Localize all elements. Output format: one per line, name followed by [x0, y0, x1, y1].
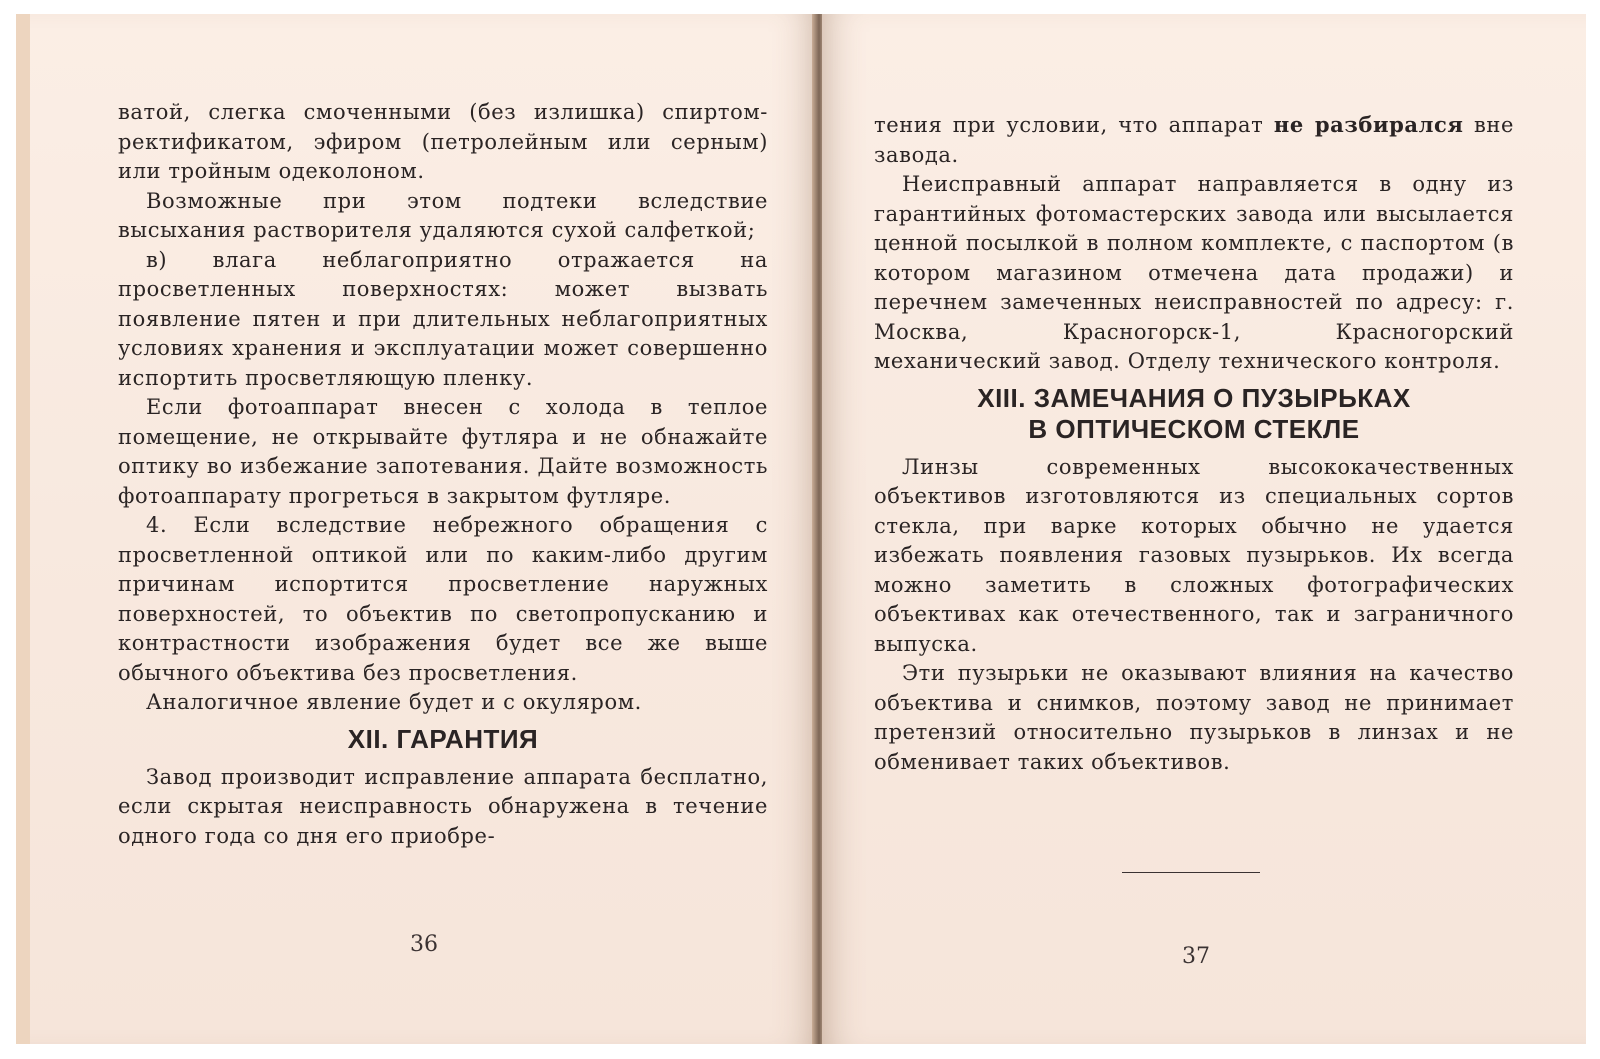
- paragraph: Возможные при этом подтеки вследствие высыхания растворителя удаляются сухой салфеткой;: [118, 188, 768, 242]
- paragraph: Аналогичное явление будет и с окуляром.: [146, 690, 642, 714]
- left-page-text: [118, 98, 768, 851]
- paragraph: Если фотоаппарат внесен с холода в теплое помещение, не открывайте футляра и не обнажайте оптику во избежание запотевания. Дайте возможность фотоаппарату прогреться в закрытом футляре.: [118, 395, 768, 508]
- paragraph: [874, 110, 1514, 170]
- left-page: [16, 14, 816, 1044]
- heading-line: XIII. ЗАМЕЧАНИЯ О ПУЗЫРЬКАХ: [977, 382, 1411, 413]
- book-spread: [16, 14, 1586, 1044]
- paragraph: 4. Если вследствие небрежного обращения с просветленной оптикой или по каким-либо другим причинам испортится просветление наружных поверхностей, то объектив по светопропусканию и контрастности изображения будет все же выше обычного объектива без просветления.: [118, 513, 768, 685]
- bold-text: не разбирался: [1273, 112, 1464, 137]
- section-heading-guarantee: XII. ГАРАНТИЯ: [347, 723, 539, 754]
- right-page: [822, 14, 1586, 1044]
- paragraph: ватой, слегка смоченными (без излишка) спиртом-ректификатом, эфиром (петролейным или серным) или тройным одеколоном.: [118, 100, 768, 183]
- paragraph: Неисправный аппарат направляется в одну из гарантийных фотомастерских завода или высылается ценной посылкой в полном комплекте, с паспортом (в котором магазином отмечена дата продажи) и перечнем замеченных неисправностей по адресу: г. Москва, Красногорск-1, Красногорский механический завод. Отделу технического контроля.: [874, 172, 1514, 373]
- end-rule: [1122, 872, 1260, 873]
- paragraph: Линзы современных высококачественных объективов изготовляются из специальных сортов стекла, при варке которых обычно не удается избежать появления газовых пузырьков. Их всегда можно заметить в сложных фотографических объективах как отечественного, так и заграничного выпуска.: [874, 454, 1514, 656]
- paragraph: Эти пузырьки не оказывают влияния на качество объектива и снимков, поэтому завод не принимает претензий относительно пузырьков в линзах и не обменивает таких объективов.: [874, 661, 1514, 774]
- text-segment: тения при условии, что аппарат: [874, 113, 1274, 137]
- right-page-text: [874, 110, 1514, 777]
- heading-line: В ОПТИЧЕСКОМ СТЕКЛЕ: [1028, 413, 1360, 444]
- text-segment: вне завода.: [874, 113, 1514, 167]
- section-heading-bubbles: [874, 383, 1514, 445]
- paragraph: в) влага неблагоприятно отражается на просветленных поверхностях: может вызвать появление пятен и при длительных неблагоприятных условиях хранения и эксплуатации может совершенно испортить просветляющую пленку.: [118, 247, 768, 390]
- page-number: 36: [410, 932, 438, 957]
- page-number: 37: [1182, 944, 1210, 969]
- paragraph: Завод производит исправление аппарата бесплатно, если скрытая неисправность обнаружена в течение одного года со дня его приобре-: [118, 764, 768, 848]
